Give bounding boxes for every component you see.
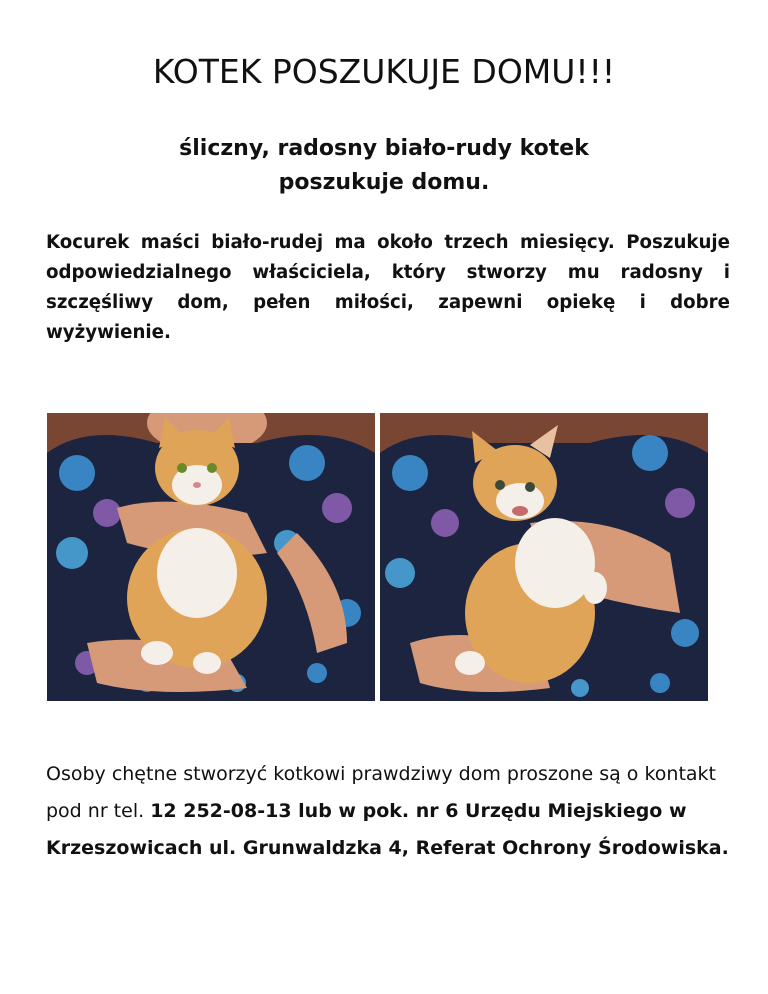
contact-paragraph (46, 756, 746, 867)
kitten-photo-1 (47, 413, 375, 701)
kitten-photo-2 (380, 413, 708, 701)
contact-details: 12 252-08-13 lub w pok. nr 6 Urzędu Miejskiego w Krzeszowicach ul. Grunwaldzka 4, Referat Ochrony Środowiska. (46, 800, 729, 859)
subtitle (0, 132, 768, 200)
contact-text: Osoby chętne stworzyć kotkowi prawdziwy dom proszone są o kontakt pod nr tel. (46, 763, 717, 822)
kitten-photo-2-illustration (380, 413, 708, 701)
page-title: KOTEK POSZUKUJE DOMU!!! (152, 52, 616, 91)
intro-paragraph: Kocurek maści biało-rudej ma około trzech miesięcy. Poszukuje odpowiedzialnego właściciela, który stworzy mu radosny i szczęśliwy dom, pełen miłości, zapewni opiekę i dobre wyżywienie. (46, 232, 730, 343)
subtitle-line-1: śliczny, radosny biało-rudy kotek (179, 136, 589, 161)
kitten-photo-1-illustration (47, 413, 375, 701)
subtitle-line-2: poszukuje domu. (278, 170, 490, 195)
